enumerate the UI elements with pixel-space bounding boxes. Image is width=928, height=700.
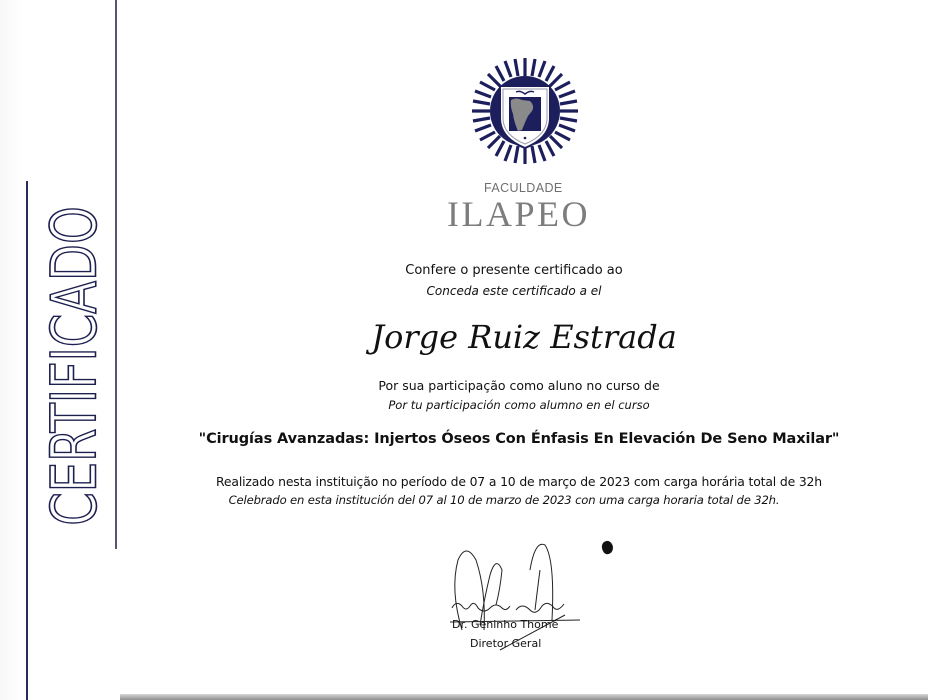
course-title: "Cirugías Avanzadas: Injertos Óseos Con Énfasis En Elevación De Seno Maxilar" bbox=[198, 431, 840, 447]
side-title-text: CERTIFICADO bbox=[37, 206, 111, 526]
institution-name: ILAPEO bbox=[447, 194, 590, 234]
recipient-name: Jorge Ruiz Estrada bbox=[371, 318, 677, 356]
course-details-es: Celebrado en esta institución del 07 al 10 de marzo de 2023 con uma carga horaria total de 32h. bbox=[228, 493, 780, 507]
signatory-title: Diretor Geral bbox=[470, 637, 542, 650]
course-details-pt: Realizado nesta instituição no período de 07 a 10 de março de 2023 com carga horária total de 32h bbox=[216, 474, 822, 489]
participation-text-pt: Por sua participação como aluno no curso de bbox=[378, 378, 660, 393]
grant-text-es: Conceda este certificado a el bbox=[426, 284, 602, 298]
scan-edge-shadow bbox=[120, 694, 928, 700]
grant-text-pt: Confere o presente certificado ao bbox=[405, 263, 623, 278]
signatory-name: Dr. Geninho Thomé bbox=[452, 618, 559, 631]
ink-spot bbox=[600, 540, 615, 556]
ilapeo-crest-icon bbox=[470, 56, 580, 166]
certificate-side-title bbox=[38, 180, 111, 551]
institution-subtitle: FACULDADE bbox=[484, 181, 563, 195]
participation-text-es: Por tu participación como alumno en el curso bbox=[388, 398, 650, 412]
left-border-line bbox=[26, 181, 28, 700]
title-divider-line bbox=[115, 0, 117, 549]
